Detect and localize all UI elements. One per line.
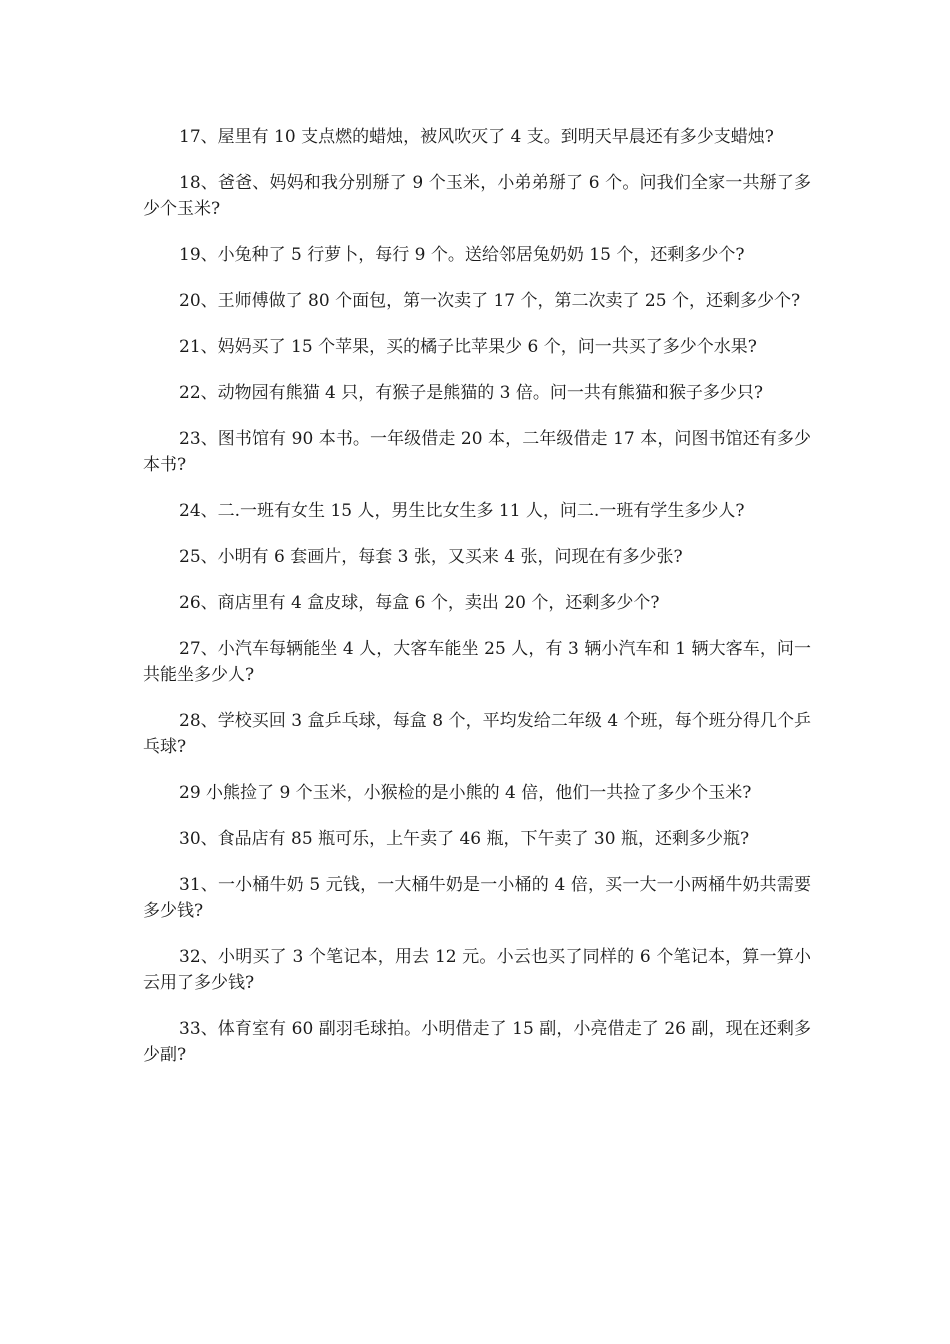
question-18: 18、爸爸、妈妈和我分别掰了 9 个玉米，小弟弟掰了 6 个。问我们全家一共掰了多少个玉米? xyxy=(143,173,811,219)
question-17: 17、屋里有 10 支点燃的蜡烛，被风吹灭了 4 支。到明天早晨还有多少支蜡烛? xyxy=(179,127,774,147)
question-24: 24、二.一班有女生 15 人，男生比女生多 11 人，问二.一班有学生多少人? xyxy=(179,501,745,521)
question-29: 29 小熊捡了 9 个玉米，小猴检的是小熊的 4 倍，他们一共捡了多少个玉米? xyxy=(179,783,752,803)
question-27: 27、小汽车每辆能坐 4 人，大客车能坐 25 人，有 3 辆小汽车和 1 辆大客车，问一共能坐多少人? xyxy=(143,639,811,685)
question-23: 23、图书馆有 90 本书。一年级借走 20 本，二年级借走 17 本，问图书馆还有多少本书? xyxy=(143,429,811,475)
question-22: 22、动物园有熊猫 4 只，有猴子是熊猫的 3 倍。问一共有熊猫和猴子多少只? xyxy=(179,383,763,403)
question-26: 26、商店里有 4 盒皮球，每盒 6 个，卖出 20 个，还剩多少个? xyxy=(179,593,660,613)
question-33: 33、体育室有 60 副羽毛球拍。小明借走了 15 副，小亮借走了 26 副，现在还剩多少副? xyxy=(143,1019,811,1065)
question-32: 32、小明买了 3 个笔记本，用去 12 元。小云也买了同样的 6 个笔记本，算一算小云用了多少钱? xyxy=(143,947,811,993)
question-20: 20、王师傅做了 80 个面包，第一次卖了 17 个，第二次卖了 25 个，还剩多少个? xyxy=(179,291,801,311)
question-28: 28、学校买回 3 盒乒乓球，每盒 8 个，平均发给二年级 4 个班，每个班分得几个乒乓球? xyxy=(143,711,811,757)
question-25: 25、小明有 6 套画片，每套 3 张，又买来 4 张，问现在有多少张? xyxy=(179,547,683,567)
question-list xyxy=(143,124,811,1088)
question-30: 30、食品店有 85 瓶可乐，上午卖了 46 瓶，下午卖了 30 瓶，还剩多少瓶? xyxy=(179,829,750,849)
question-31: 31、一小桶牛奶 5 元钱，一大桶牛奶是一小桶的 4 倍，买一大一小两桶牛奶共需要多少钱? xyxy=(143,875,811,921)
question-21: 21、妈妈买了 15 个苹果，买的橘子比苹果少 6 个，问一共买了多少个水果? xyxy=(179,337,757,357)
question-19: 19、小兔种了 5 行萝卜，每行 9 个。送给邻居兔奶奶 15 个，还剩多少个? xyxy=(179,245,745,265)
